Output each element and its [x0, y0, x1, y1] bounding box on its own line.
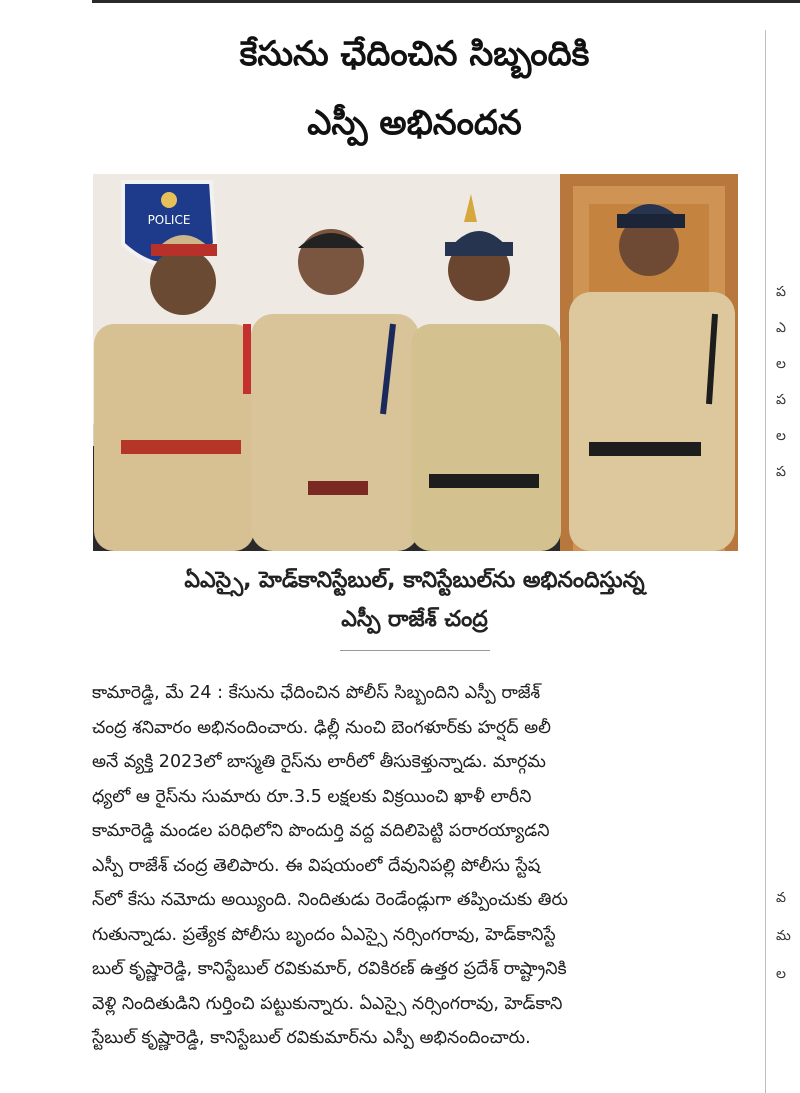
article-body [92, 676, 742, 1056]
body-line: గుతున్నాడు. ప్రత్యేక పోలీసు బృందం ఏఎస్సై నర్సింగరావు, హెడ్‌కానిస్టే [92, 924, 556, 945]
right-column-fragment: ఎ [776, 320, 786, 336]
headline-line-2: ఎస్పీ అభినందన [307, 103, 522, 143]
svg-text:POLICE: POLICE [147, 213, 191, 227]
photo-caption-line-2: ఎస్పీ రాజేశ్ చంద్ర [341, 607, 488, 632]
right-column-fragment: వ [776, 890, 786, 906]
body-line: వెళ్లి నిందితుడిని గుర్తించి పట్టుకున్నారు. ఏఎస్సై నర్సింగరావు, హెడ్‌కాని [92, 993, 563, 1014]
body-line: న్‌లో కేసు నమోదు అయ్యింది. నిందితుడు రెండేండ్లుగా తప్పించుకు తిరు [92, 890, 568, 910]
body-line: బుల్ కృష్ణారెడ్డి, కానిస్టేబుల్ రవికుమార్, రవికిరణ్ ఉత్తర ప్రదేశ్ రాష్ట్రానికి [92, 959, 567, 979]
body-line: కామారెడ్డి మండల పరిధిలోని పొందుర్తి వద్ద వదిలిపెట్టి పరారయ్యాడని [92, 821, 550, 841]
body-line: కామారెడ్డి, మే 24 : కేసును ఛేదించిన పోలీస్ సిబ్బందిని ఎస్పీ రాజేశ్ [92, 683, 541, 703]
caption-rule [340, 650, 490, 651]
column-divider [765, 30, 766, 1093]
headline-line-1: కేసును ఛేదించిన సిబ్బందికి [239, 34, 590, 74]
right-column-fragment: ల [776, 966, 786, 982]
photo-caption-line-1: ఏఎస్సై, హెడ్‌కానిస్టేబుల్, కానిస్టేబుల్‌ను అభినందిస్తున్న [184, 568, 645, 593]
body-line: స్టేబుల్ కృష్ణారెడ్డి, కానిస్టేబుల్ రవికుమార్‌ను ఎస్పీ అభినందించారు. [92, 1028, 531, 1048]
right-column-fragment: ప [776, 392, 786, 408]
news-photo [93, 174, 738, 551]
body-line: ధ్యలో ఆ రైస్‌ను సుమారు రూ.3.5 లక్షలకు విక్రయించి ఖాళీ లారీని [92, 786, 532, 807]
right-column-fragment: మ [776, 928, 791, 944]
top-rule [92, 0, 800, 3]
police-officers-photo [93, 174, 738, 551]
right-column-fragment: ల [776, 356, 786, 372]
right-column-fragment: ల [776, 428, 786, 444]
right-column-fragment: ప [776, 464, 786, 480]
right-column-fragment: ప [776, 284, 786, 300]
body-line: ఎస్పీ రాజేశ్ చంద్ర తెలిపారు. ఈ విషయంలో దేవునిపల్లి పోలీసు స్టేష [92, 855, 541, 876]
body-line: అనే వ్యక్తి 2023లో బాస్మతి రైస్‌ను లారీలో తీసుకెళ్తున్నాడు. మార్గమ [92, 752, 546, 772]
body-line: చంద్ర శనివారం అభినందించారు. ఢిల్లీ నుంచి బెంగళూర్‌కు హర్షద్ అలీ [92, 717, 551, 738]
